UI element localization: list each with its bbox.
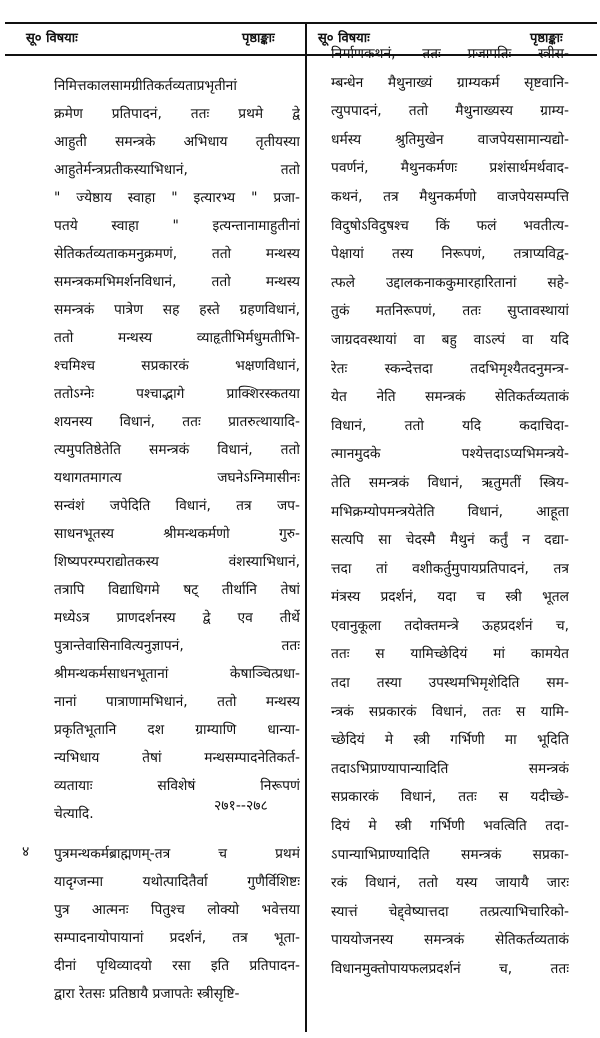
text-line: व्यतायाः सविशेषं निरूपणं [54, 778, 300, 794]
text-line: चेत्यादि. [54, 806, 94, 822]
text-line: पाययोजनस्य समन्त्रकं सेतिकर्तव्यताकं [331, 932, 569, 949]
text-line: सन्वंशं जपेदिति विधानं, तत्र जप- [54, 498, 300, 514]
text-line: सेतिकर्तव्यताकमनुक्रमणं, ततो मन्थस्य [54, 246, 300, 262]
text-line: त्मानमुदके पश्येत्तदाऽप्यभिमन्त्रये- [331, 446, 569, 463]
text-line: त्यमुपतिष्ठेतेति समन्त्रकं विधानं, ततो [54, 442, 300, 458]
column-divider [305, 22, 307, 1032]
text-line: त्युपपादनं, ततो मैथुनाख्यस्य ग्राम्य- [331, 103, 569, 120]
text-line: पतये स्वाहा " इत्यन्तानामाहुतीनां [54, 218, 300, 234]
text-line: विधानं, ततो यदि कदाचिदा- [331, 417, 569, 434]
text-line: समन्त्रकं पात्रेण सह हस्ते ग्रहणविधानं, [54, 302, 300, 318]
text-line: यादृग्जन्मा यथोत्पादितैर्वा गुणैर्विशिष्टः [54, 874, 300, 890]
text-line: विदुषोऽविदुषश्च किं फलं भवतीत्य- [331, 217, 569, 234]
text-line: निमित्तकालसामग्रीतिकर्तव्यताप्रभृतीनां [54, 78, 237, 94]
section-number: ४ [22, 844, 30, 860]
text-line: समन्त्रकमभिमर्शनविधानं, ततो मन्थस्य [54, 274, 300, 290]
text-line: ततोऽग्नेः पश्चाद्भागे प्राक्शिरस्कतया [54, 386, 300, 402]
header-right-pages: पृष्ठाङ्काः [530, 31, 563, 46]
text-line: मभिक्रम्योपमन्त्रयेतेति विधानं, आहूता [331, 503, 569, 520]
text-line: न्त्रकं सप्रकारकं विधानं, ततः स यामि- [331, 703, 569, 720]
text-line: विधानमुक्तोपायफलप्रदर्शनं च, ततः [331, 961, 569, 977]
text-line: च्छेदियं मे स्त्री गर्भिणी मा भूदिति [331, 732, 569, 749]
text-line: पेक्षायां तस्य निरूपणं, तत्राप्यविद्व- [331, 246, 569, 263]
header-left-pages: पृष्ठाङ्काः [242, 31, 275, 46]
text-line: पुत्र आत्मनः पितुश्च लोक्यो भवेत्तया [54, 902, 300, 918]
text-line: जाग्रदवस्थायां वा बहु वाऽल्पं वा यदि [331, 331, 569, 348]
text-line: रकं विधानं, ततो यस्य जायायै जारः [331, 875, 569, 892]
text-line: शयनस्य विधानं, ततः प्रातरुत्थायादि- [54, 414, 300, 430]
text-line: साधनभूतस्य श्रीमन्थकर्मणो गुरु- [54, 526, 300, 542]
text-line: कथनं, तत्र मैथुनकर्मणो वाजपेयसम्पत्ति [331, 188, 569, 205]
text-line: सम्पादनायोपायानां प्रदर्शनं, तत्र भूता- [54, 930, 300, 946]
right-column-text [331, 40, 569, 984]
text-line: सत्यपि सा चेदस्मै मैथुनं कर्तुं न दद्या- [331, 532, 569, 549]
text-line: धर्मस्य श्रुतिमुखेन वाजपेयसामान्यद्यो- [331, 131, 569, 148]
text-line: दियं मे स्त्री गर्भिणी भवत्विति तदा- [331, 818, 569, 835]
text-line: तदा तस्या उपस्थमभिमृशेदिति सम- [331, 675, 569, 692]
text-line: ततः स यामिच्छेदियं मां कामयेत [331, 646, 569, 663]
text-line: मध्येऽत्र प्राणदर्शनस्य द्वे एव तीर्थे [54, 610, 300, 626]
text-line: तत्रापि विद्याधिगमे षट् तीर्थानि तेषां [54, 582, 300, 598]
text-line: त्फले उद्दालकनाककुमारहारितानां सहे- [331, 274, 569, 291]
text-line: " ज्येष्ठाय स्वाहा " इत्यारभ्य " प्रजा- [54, 190, 300, 206]
section-text [54, 840, 300, 1008]
text-line: दीनां पृथिव्यादयो रसा इति प्रतिपादन- [54, 958, 300, 974]
text-line: तेति समन्त्रकं विधानं, ऋतुमतीं स्त्रिय- [331, 474, 569, 491]
text-line: क्रमेण प्रतिपादनं, ततः प्रथमे द्वे [54, 106, 300, 122]
header-top-rule [5, 22, 597, 24]
text-line: श्चमिश्च सप्रकारकं भक्षणविधानं, [54, 358, 300, 374]
text-line: यथागतमागत्य जघनेऽग्निमासीनः [54, 470, 300, 486]
text-line: त्तदा तां वशीकर्तुमुपायप्रतिपादनं, तत्र [331, 560, 569, 577]
text-line: नानां पात्राणामभिधानं, ततो मन्थस्य [54, 694, 300, 710]
page-reference: २७१--२७८ [214, 798, 268, 814]
text-line: सप्रकारकं विधानं, ततः स यदीच्छे- [331, 789, 569, 806]
text-line: एवानुकूला तदोक्तमन्त्रे ऊहप्रदर्शनं च, [331, 617, 569, 634]
text-line: न्यभिधाय तेषां मन्थसम्पादनेतिकर्त- [54, 750, 300, 766]
text-line: तदाऽभिप्राण्यापान्यादिति समन्त्रकं [331, 760, 569, 777]
text-line: आहुतेर्मन्त्रप्रतीकस्याभिधानं, ततो [54, 162, 300, 178]
text-line: शिष्यपरम्पराद्योतकस्य वंशस्याभिधानं, [54, 554, 300, 570]
text-line: स्यात्तं चेद्द्वेष्यात्तदा तत्प्रत्याभिचारिको- [331, 903, 569, 920]
text-line: पुत्रान्तेवासिनावित्यनुज्ञापनं, ततः [54, 638, 300, 654]
header-left-subject: सू० विषयाः [26, 31, 78, 46]
header-right-subject: सू० विषयाः [318, 31, 370, 46]
text-line: ऽपान्याभिप्राण्यादिति समन्त्रकं सप्रका- [331, 846, 569, 863]
text-line: श्रीमन्थकर्मसाधनभूतानां केषाञ्चित्प्रधा- [54, 666, 300, 682]
text-line: निर्माणकथनं, ततः प्रजापतिः स्त्रीस- [331, 46, 569, 62]
text-line: आहुती समन्त्रके अभिधाय तृतीयस्या [54, 134, 300, 150]
text-line: द्वारा रेतसः प्रतिष्ठायै प्रजापतेः स्त्रीसृष्टि- [54, 986, 240, 1002]
text-line: रेतः स्कन्देत्तदा तदभिमृश्यैतदनुमन्त्र- [331, 360, 569, 377]
text-line: येत नेति समन्त्रकं सेतिकर्तव्यताकं [331, 389, 569, 406]
text-line: पवर्णनं, मैथुनकर्मणः प्रशंसार्थमर्थवाद- [331, 160, 569, 177]
text-line: पुत्रमन्थकर्मब्राह्मणम्-तत्र च प्रथमं [54, 846, 300, 862]
left-column-text [54, 72, 300, 828]
text-line: प्रकृतिभूतानि दश ग्राम्याणि धान्या- [54, 722, 300, 738]
text-line: तुकं मतनिरूपणं, ततः सुप्तावस्थायां [331, 303, 569, 320]
text-line: म्बन्धेन मैथुनाख्यं ग्राम्यकर्म सृष्टवानि- [331, 74, 569, 91]
text-line: मंत्रस्य प्रदर्शनं, यदा च स्त्री भूतल [331, 589, 569, 606]
text-line: ततो मन्थस्य व्याहृतीभिर्मधुमतीभि- [54, 330, 300, 346]
